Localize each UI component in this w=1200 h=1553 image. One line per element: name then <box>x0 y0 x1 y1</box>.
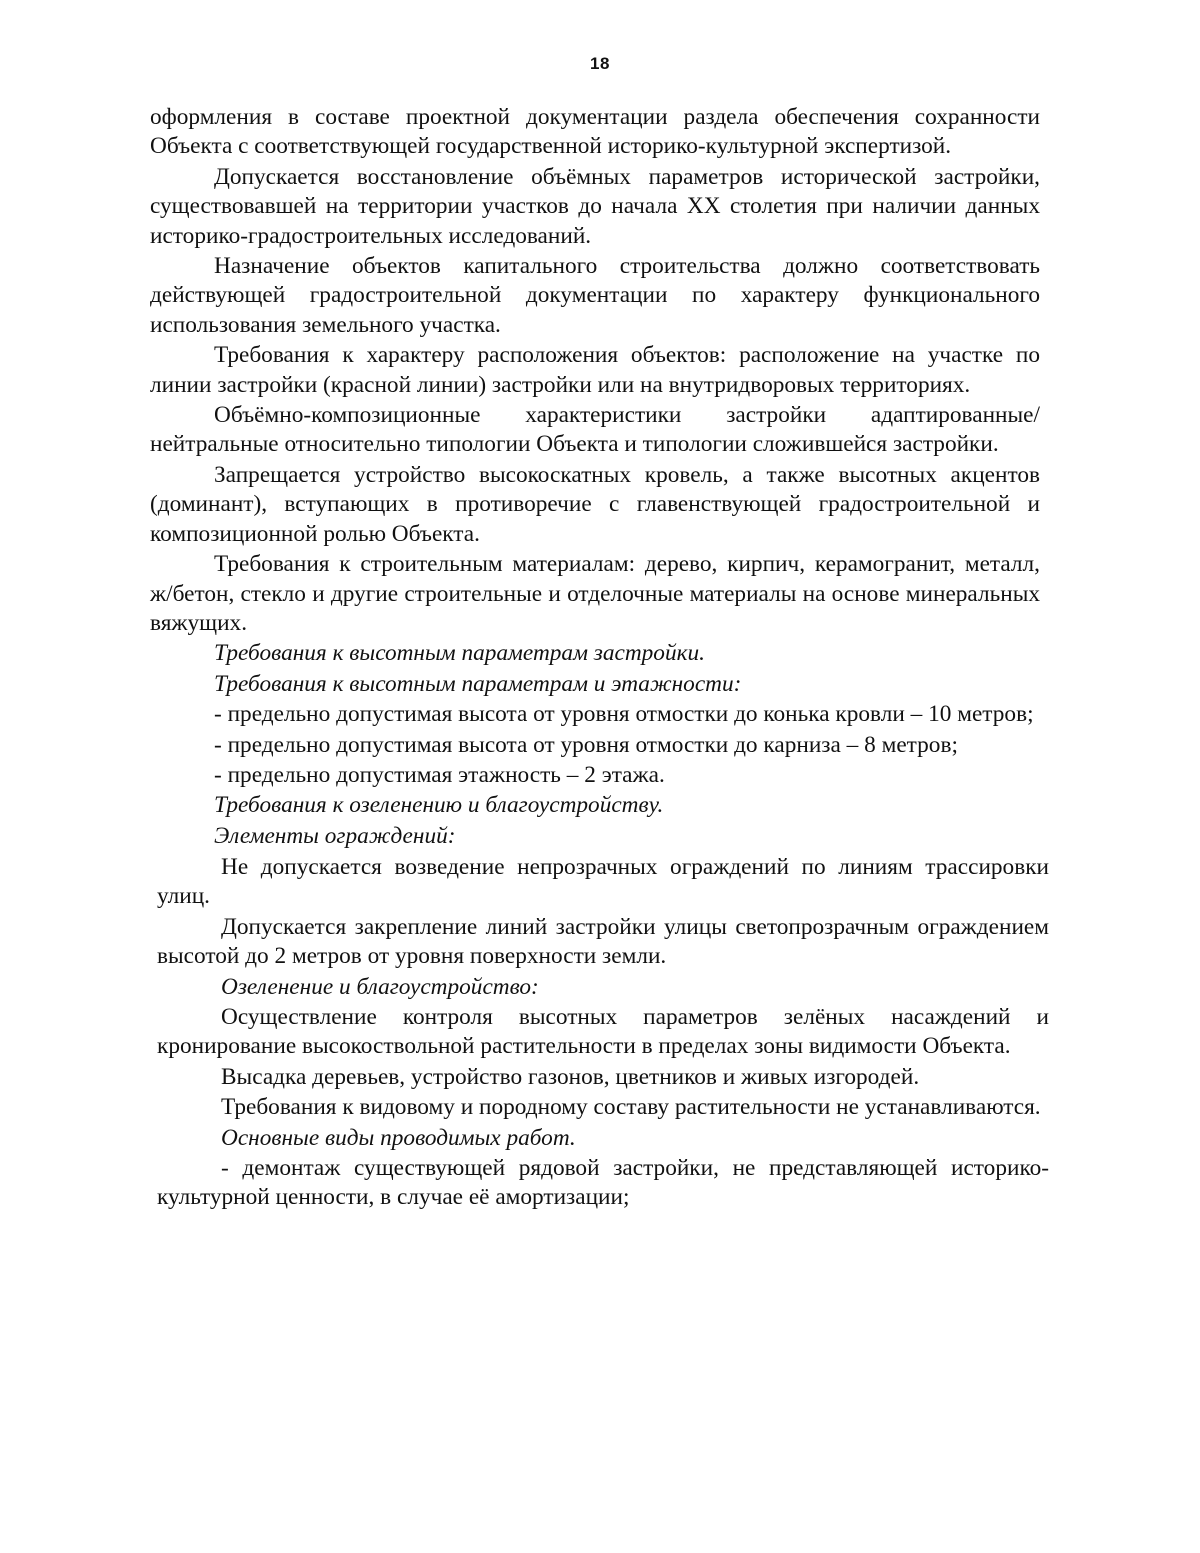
paragraph: Осуществление контроля высотных параметров зелёных насаждений и кронирование высокоствольной растительности в пределах зоны видимости Объекта. <box>157 1004 1049 1060</box>
list-item: - демонтаж существующей рядовой застройки, не представляющей историко-культурной ценности, в случае её амортизации; <box>157 1155 1049 1211</box>
paragraph: Допускается закрепление линий застройки улицы светопрозрачным ограждением высотой до 2 метров от уровня поверхности земли. <box>157 913 1049 970</box>
list-item: - предельно допустимая этажность – 2 этажа. <box>214 761 665 788</box>
paragraph: Требования к видовому и породному составу растительности не устанавливаются. <box>221 1094 1041 1121</box>
list-item: - предельно допустимая высота от уровня отмостки до карниза – 8 метров; <box>214 731 958 758</box>
page-number: 18 <box>590 54 610 73</box>
section-heading: Озеленение и благоустройство: <box>221 973 539 1000</box>
section-heading: Требования к высотным параметрам и этажности: <box>214 670 742 697</box>
list-item: - предельно допустимая высота от уровня отмостки до конька кровли – 10 метров; <box>214 701 1034 728</box>
paragraph: Допускается восстановление объёмных параметров исторической застройки, существовавшей на территории участков до начала XX столетия при наличии данных историко-градостроительных исследований. <box>150 163 1040 249</box>
section-heading: Основные виды проводимых работ. <box>221 1124 576 1151</box>
paragraph: Объёмно-композиционные характеристики застройки адаптированные/ нейтральные относительно типологии Объекта и типологии сложившейся застройки. <box>150 402 1040 458</box>
paragraph: Запрещается устройство высокоскатных кровель, а также высотных акцентов (доминант), вступающих в противоречие с главенствующей градостроительной и композиционной ролью Объекта. <box>150 461 1040 547</box>
section-heading: Элементы ограждений: <box>214 822 456 849</box>
section-heading: Требования к озеленению и благоустройству. <box>214 792 664 819</box>
document-body-upper <box>150 103 1040 852</box>
paragraph: Назначение объектов капитального строительства должно соответствовать действующей градостроительной документации по характеру функционального использования земельного участка. <box>150 253 1040 338</box>
paragraph: Не допускается возведение непрозрачных ограждений по линиям трассировки улиц. <box>157 854 1049 910</box>
paragraph: Требования к характеру расположения объектов: расположение на участке по линии застройки (красной линии) застройки или на внутридворовых территориях. <box>150 342 1040 398</box>
paragraph: оформления в составе проектной документации раздела обеспечения сохранности Объекта с соответствующей государственной историко-культурной экспертизой. <box>150 104 1040 160</box>
paragraph: Высадка деревьев, устройство газонов, цветников и живых изгородей. <box>221 1063 920 1090</box>
document-body-lower <box>157 853 1049 1214</box>
paragraph: Требования к строительным материалам: дерево, кирпич, керамогранит, металл, ж/бетон, стекло и другие строительные и отделочные материалы на основе минеральных вяжущих. <box>150 551 1040 636</box>
section-heading: Требования к высотным параметрам застройки. <box>214 640 705 667</box>
